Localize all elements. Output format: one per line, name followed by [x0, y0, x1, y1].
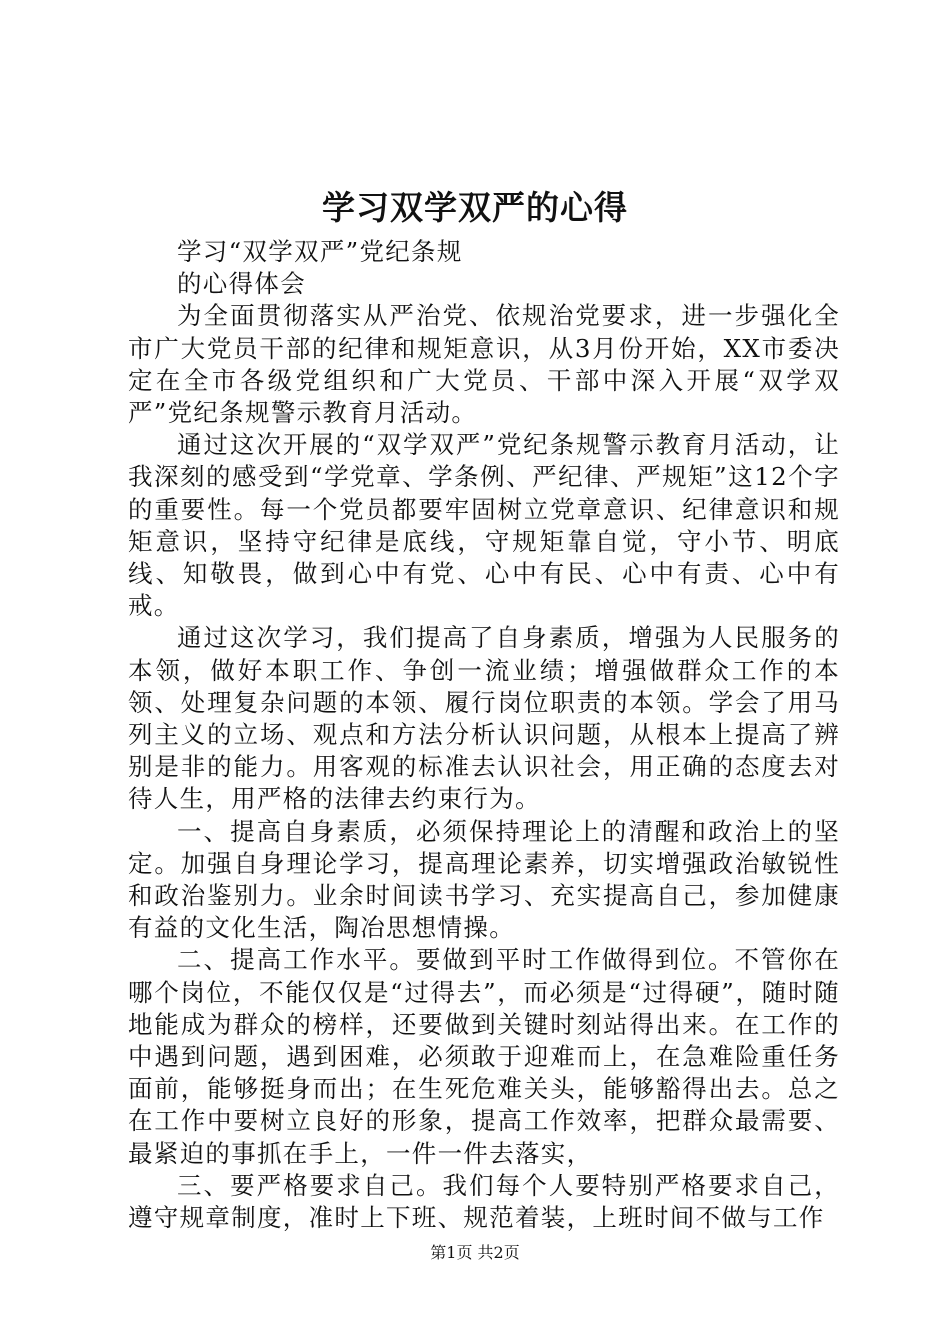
- body-paragraph: 二、提高工作水平。要做到平时工作做得到位。不管你在哪个岗位，不能仅仅是“过得去”，而必须是“过得硬”，随时随地能成为群众的榜样，还要做到关键时刻站得出来。在工作的中遇到问题，遇到困难，必须敢于迎难而上，在急难险重任务面前，能够挺身而出；在生死危难关头，能够豁得出去。总之在工作中要树立良好的形象，提高工作效率，把群众最需要、最紧迫的事抓在手上，一件一件去落实，: [128, 945, 840, 1168]
- document-title: 学习双学双严的心得: [322, 188, 628, 227]
- page-footer: 第1页 共2页: [430, 1243, 520, 1262]
- body-paragraph: 为全面贯彻落实从严治党、依规治党要求，进一步强化全市广大党员干部的纪律和规矩意识，从3月份开始，XX市委决定在全市各级党组织和广大党员、干部中深入开展“双学双严”党纪条规警示教育月活动。: [128, 301, 840, 428]
- body-paragraph: 一、提高自身素质，必须保持理论上的清醒和政治上的坚定。加强自身理论学习，提高理论素养，切实增强政治敏锐性和政治鉴别力。业余时间读书学习、充实提高自己，参加健康有益的文化生活，陶冶思想情操。: [128, 816, 840, 943]
- body-paragraph: 通过这次学习，我们提高了自身素质，增强为人民服务的本领，做好本职工作、争创一流业绩；增强做群众工作的本领、处理复杂问题的本领、履行岗位职责的本领。学会了用马列主义的立场、观点和方法分析认识问题，从根本上提高了辨别是非的能力。用客观的标准去认识社会，用正确的态度去对待人生，用严格的法律去约束行为。: [128, 623, 840, 814]
- subtitle-line-1: 学习“双学双严”党纪条规: [177, 237, 463, 266]
- body-paragraph: 三、要严格要求自己。我们每个人要特别严格要求自己，遵守规章制度，准时上下班、规范着装，上班时间不做与工作: [128, 1170, 840, 1233]
- subtitle-line-2: 的心得体会: [177, 269, 306, 299]
- body-paragraph: 通过这次开展的“双学双严”党纪条规警示教育月活动，让我深刻的感受到“学党章、学条例、严纪律、严规矩”这12个字的重要性。每一个党员都要牢固树立党章意识、纪律意识和规矩意识，坚持守纪律是底线，守规矩靠自觉，守小节、明底线、知敬畏，做到心中有党、心中有民、心中有责、心中有戒。: [128, 430, 840, 621]
- document-body: [128, 236, 840, 1234]
